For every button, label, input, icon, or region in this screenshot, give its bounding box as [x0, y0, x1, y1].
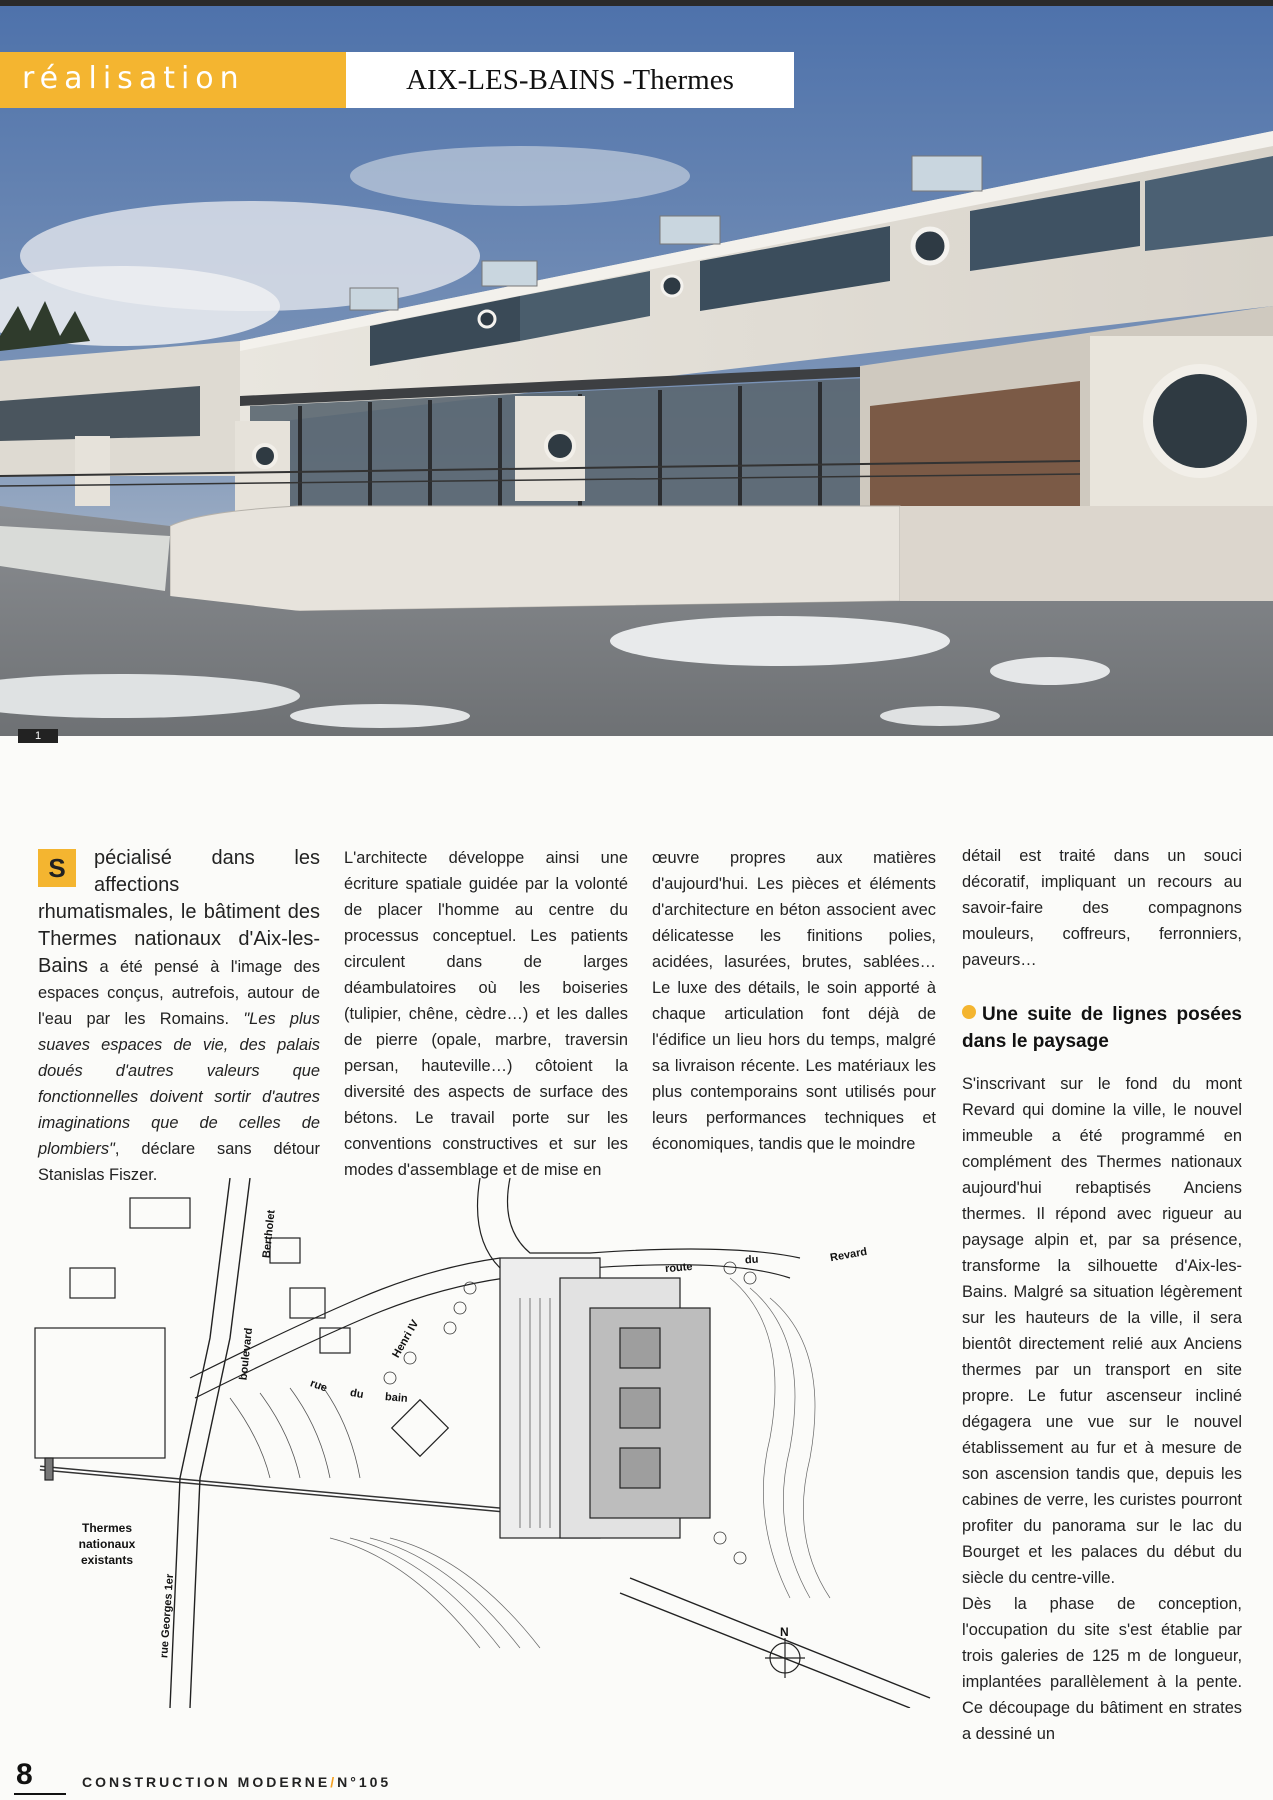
- drop-cap: S: [38, 849, 76, 887]
- quote-text: "Les plus suaves espaces de vie, des palais doués d'autres valeurs que fonctionnelles doivent sortir d'autres imaginations que de celles de plombiers": [38, 1010, 320, 1158]
- page-number: 8: [16, 1758, 33, 1791]
- col1-tail: , déclare sans détour Stanislas Fiszer.: [38, 1140, 320, 1184]
- col2-text: L'architecte développe ainsi une écriture spatiale guidée par la volonté de placer l'homme au centre du processus conceptuel. Les patients circulent dans de larges déambulatoires où les boiseries (tulipier, chêne, cèdre…) et les dalles de pierre (opale, marbre, traversin persan, hauteville…) côtoient la diversité des aspects de surface des bétons. Le travail porte sur les conventions constructives et sur les modes d'assemblage et de mise en: [344, 849, 628, 1179]
- footer-separator: /: [330, 1774, 338, 1790]
- figure-number: 1: [18, 729, 58, 743]
- subheading-text: Une suite de lignes posées dans le paysage: [962, 1004, 1242, 1052]
- street-georges: rue Georges 1er: [158, 1573, 177, 1659]
- street-route: route: [664, 1260, 693, 1276]
- folio-rule: [14, 1793, 66, 1795]
- column-3: [652, 845, 936, 1157]
- column-1: [38, 845, 320, 1188]
- subheading: [962, 1001, 1242, 1055]
- article-title-band: [346, 52, 794, 108]
- existing-thermes-label: Thermes nationaux existants: [78, 1521, 136, 1567]
- footer-magazine: [82, 1774, 391, 1790]
- street-henri: Henri IV: [390, 1317, 422, 1361]
- column-2: [344, 845, 628, 1183]
- street-du-2: du: [744, 1253, 759, 1267]
- bullet-icon: [962, 1005, 976, 1019]
- col4-text-2: S'inscrivant sur le fond du mont Revard qui domine la ville, le nouvel immeuble a été programmé en complément des Thermes nationaux aujourd'hui rebaptisés Anciens thermes. Il répond avec rigueur au paysage alpin et, par sa présence, transforme la silhouette d'Aix-les-Bains. Malgré sa situation légèrement sur les hauteurs de la ville, il sera bientôt directement relié aux Anciens thermes par un transport en site propre. Le futur ascenseur incliné dégagera une vue sur le nouvel établissement au fur et à mesure de son ascension tandis que, depuis les cabines de verre, les curistes pourront profiter du panorama sur le lac du Bourget et les palaces du début du siècle du centre-ville.: [962, 1075, 1242, 1587]
- col4-text-1: détail est traité dans un souci décoratif, impliquant un recours au savoir-faire des compagnons mouleurs, coffreurs, ferronniers, paveurs…: [962, 847, 1242, 969]
- street-boulevard: boulevard: [237, 1327, 256, 1381]
- rubric-label: réalisation: [22, 61, 245, 96]
- col4-text-3: Dès la phase de conception, l'occupation du site s'est établie par trois galeries de 125 m de longueur, implantées parallèlement à la pente. Ce découpage du bâtiment en strates a dessiné un: [962, 1595, 1242, 1743]
- street-bain: bain: [384, 1391, 409, 1405]
- street-bertholet: Bertholet: [260, 1209, 278, 1259]
- issue-number: N°105: [337, 1774, 392, 1790]
- col3-text: œuvre propres aux matières d'aujourd'hui. Les pièces et éléments d'architecture en béton associent avec délicatesse les finitions polies, acidées, lasurées, brutes, sablées… Le luxe des détails, le soin apporté à chaque articulation font déjà de l'édifice un lieu hors du temps, malgré sa livraison récente. Les matériaux les plus contemporains sont utilisés pour leurs performances techniques et économiques, tandis que le moindre: [652, 849, 936, 1153]
- street-du: du: [349, 1386, 365, 1402]
- street-rue: rue: [308, 1377, 329, 1395]
- magazine-name: CONSTRUCTION MODERNE: [82, 1774, 331, 1790]
- building-photo: [0, 6, 1273, 736]
- lead-text: pécialisé dans les affections rhumatismales, le bâtiment des Thermes nationaux d'Aix-les-Bains: [38, 847, 320, 977]
- street-revard: Revard: [829, 1245, 869, 1265]
- rubric-band: [0, 52, 346, 108]
- col1-text: a été pensé à l'image des espaces conçus, autrefois, autour de l'eau par les Romains.: [38, 958, 320, 1028]
- north-label: N: [780, 1625, 789, 1639]
- article-title: AIX-LES-BAINS -Thermes: [406, 64, 734, 96]
- column-4: [962, 843, 1242, 1747]
